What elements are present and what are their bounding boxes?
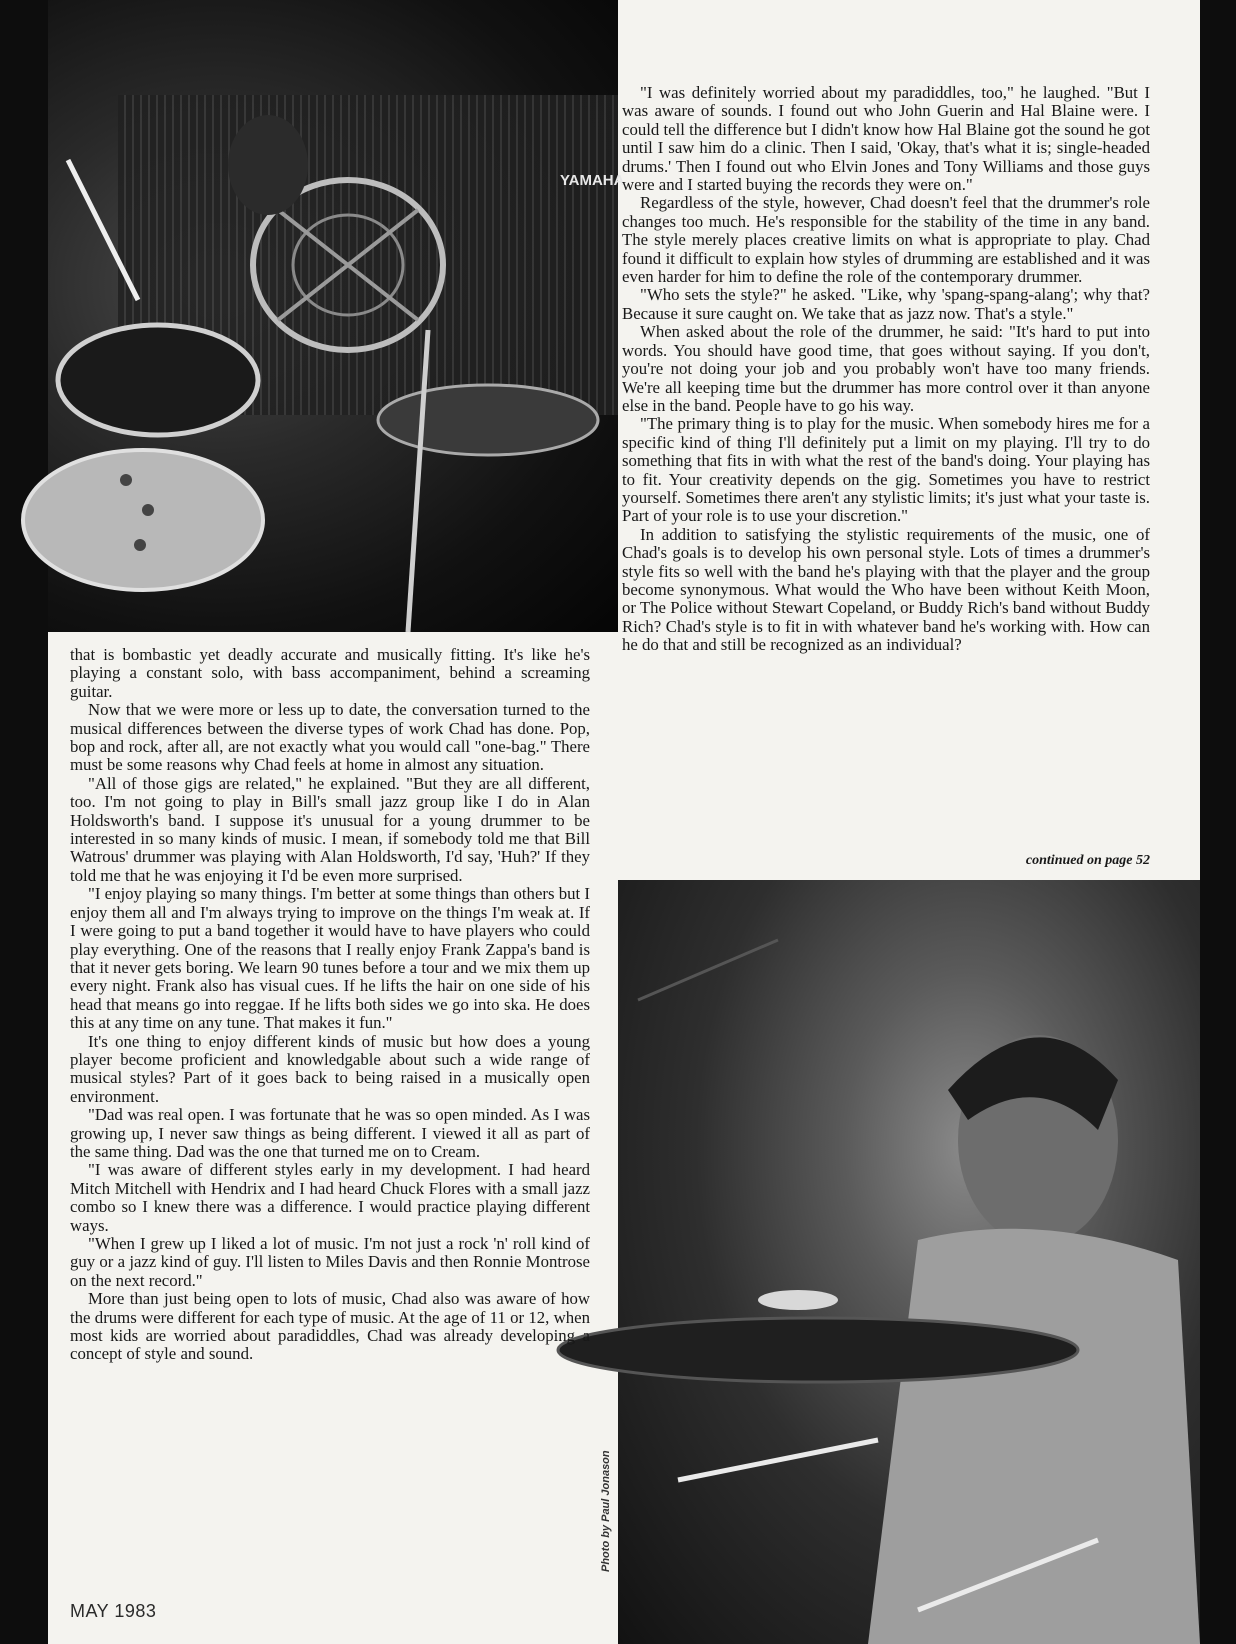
paragraph: "Who sets the style?" he asked. "Like, why 'spang-spang-alang'; why that? Because it sure caught on. We take that as jazz now. That's a style.": [622, 285, 1150, 323]
article-column-left: [70, 646, 590, 1364]
page-folio: MAY 1983: [70, 1601, 157, 1621]
paragraph: "When I grew up I liked a lot of music. I'm not just a rock 'n' roll kind of guy or a jazz kind of guy. I'll listen to Miles Davis and then Ronnie Montrose on the next record.": [70, 1234, 590, 1290]
paragraph: "Dad was real open. I was fortunate that he was so open minded. As I was growing up, I never saw things as being different. I viewed it all as part of the same thing. Dad was the one that turned me on to Cream.: [70, 1105, 590, 1161]
paragraph: When asked about the role of the drummer, he said: "It's hard to put into words. You should have good time, that goes without saying. If you don't, you're not doing your job and you probably won't have too many friends. We're all keeping time but the drummer has more control over it than anyone else in the band. People have to go his way.: [622, 322, 1150, 415]
article-column-right: [622, 84, 1150, 655]
paragraph: "I enjoy playing so many things. I'm better at some things than others but I enjoy them all and I'm always trying to improve on the things I'm weak at. If I were going to put a band together it would have to have players who could play everything. One of the reasons that I really enjoy Frank Zappa's band is that it never gets boring. We learn 90 tunes before a tour and we mix them up every night. Frank also has visual cues. If he lifts the hair on one side of his head that means go into reggae. If he lifts both sides we go into ska. He does this at any time on any tune. That makes it fun.": [70, 884, 590, 1033]
paragraph: In addition to satisfying the stylistic requirements of the music, one of Chad's goals is to develop his own personal style. Lots of times a drummer's style fits so well with the band he's playing with that the player and the group become synonymous. What would the Who have been without Keith Moon, or The Police without Stewart Copeland, or Buddy Rich's band without Buddy Rich? Chad's style is to fit in with whatever band he's working with. How can he do that and still be recognized as an individual?: [622, 524, 1150, 655]
paragraph: "I was aware of different styles early in my development. I had heard Mitch Mitchell with Hendrix and I had heard Chuck Flores with a small jazz combo so I knew there was a difference. I would practice playing different ways.: [70, 1160, 590, 1235]
drum-kit-illustration: [48, 0, 618, 632]
paragraph: More than just being open to lots of music, Chad also was aware of how the drums were different for each type of music. At the age of 11 or 12, when most kids are worried about paradiddles, Chad was already developing a concept of style and sound.: [70, 1289, 590, 1364]
paragraph: Regardless of the style, however, Chad doesn't feel that the drummer's role changes too much. He's responsible for the stability of the time in any band. The style merely places creative limits on what is appropriate to play. Chad found it difficult to explain how styles of drumming are established and it was even harder for him to define the role of the contemporary drummer.: [622, 193, 1150, 287]
drummer-illustration: [618, 880, 1200, 1644]
drummer-photo-bottom: [618, 880, 1200, 1644]
paragraph: It's one thing to enjoy different kinds of music but how does a young player become proficient and knowledgable about such a wide range of musical styles? Part of it goes back to being raised in a musically open environment.: [70, 1031, 590, 1106]
drummer-photo-top: [48, 0, 625, 632]
paragraph: "I was definitely worried about my paradiddles, too," he laughed. "But I was aware of sounds. I found out who John Guerin and Hal Blaine were. I could tell the difference but I didn't know how Hal Blaine got the sound he got until I saw him do a clinic. Then I said, 'Okay, that's what it is; single-headed drums.' Then I found out who Elvin Jones and Tony Williams and those guys were and I started buying the records they were on.": [622, 83, 1150, 195]
paragraph: that is bombastic yet deadly accurate and musically fitting. It's like he's playing a constant solo, with bass accompaniment, behind a screaming guitar.: [70, 645, 590, 701]
paragraph: Now that we were more or less up to date, the conversation turned to the musical differences between the diverse types of work Chad has done. Pop, bop and rock, after all, are not exactly what you would call "one-bag." There must be some reasons why Chad feels at home in almost any situation.: [70, 700, 590, 775]
photo-credit: Photo by Paul Jonason: [600, 1450, 612, 1572]
magazine-page: [48, 0, 1200, 1644]
continued-note: continued on page 52: [1025, 853, 1150, 868]
paragraph: "All of those gigs are related," he explained. "But they are all different, too. I'm not going to play in Bill's small jazz group like I do in Alan Holdsworth's band. I suppose it's unusual for a young drummer to be interested in so many kinds of music. I mean, if somebody told me that Bill Watrous' drummer was playing with Alan Holdsworth, I'd say, 'Huh?' If they told me that he was enjoying it I'd be even more surprised.: [70, 773, 590, 885]
paragraph: "The primary thing is to play for the music. When somebody hires me for a specific kind of thing I'll definitely put a limit on my playing. I'll try to do something that fits in with what the rest of the band's doing. Your playing has to fit. Your creativity depends on the gig. Sometimes you have to restrict yourself. Sometimes there aren't any stylistic limits; it's just what your taste is. Part of your role is to use your discretion.": [622, 414, 1150, 526]
amp-logo: YAMAHA: [560, 172, 625, 189]
